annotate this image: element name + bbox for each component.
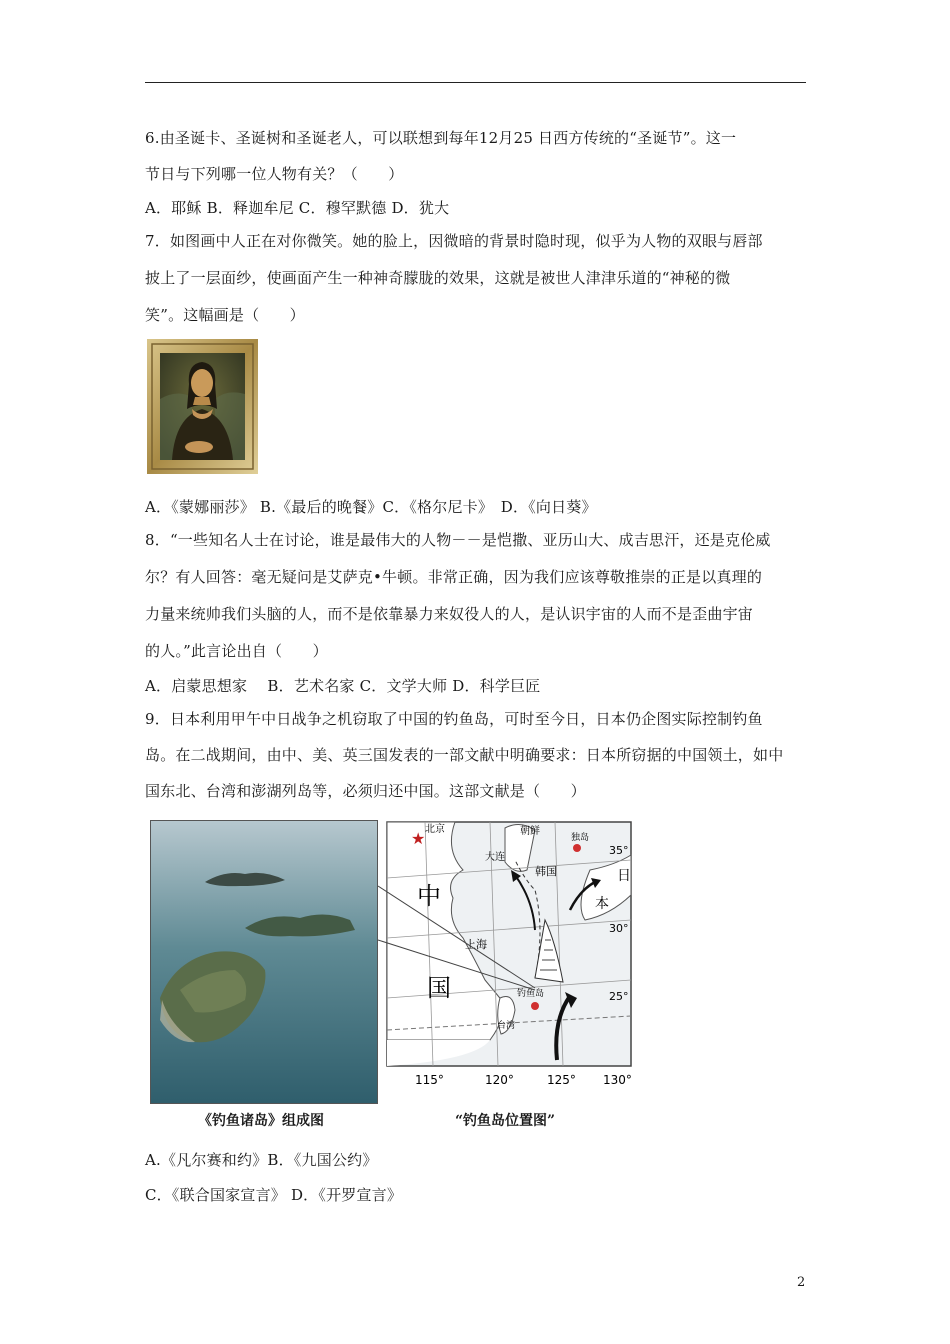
map-label-zhong: 中 — [417, 882, 441, 910]
q7-text-line2: 披上了一层面纱，使画面产生一种神奇朦胧的效果，这就是被世人津津乐道的“神秘的微 — [145, 269, 731, 287]
q9-text-line3: 国东北、台湾和澎湖列岛等，必须归还中国。这部文献是（ ） — [145, 782, 586, 800]
q6-options: A．耶稣 B．释迦牟尼 C．穆罕默德 D．犹大 — [145, 199, 450, 217]
map-label-guo: 国 — [427, 974, 451, 1002]
q7-options: A．《蒙娜丽莎》 B.《最后的晚餐》C．《格尔尼卡》 D．《向日葵》 — [145, 498, 597, 516]
map-label-shanghai: 上海 — [465, 938, 487, 951]
map-label-ben: 本 — [595, 896, 609, 912]
callout-connector — [370, 880, 540, 1000]
map-label-beijing: 北京 — [425, 824, 445, 835]
q8-options: A．启蒙思想家 B．艺术名家 C．文学大师 D．科学巨匠 — [145, 677, 541, 695]
q9-options-line1: A.《凡尔赛和约》B．《九国公约》 — [145, 1151, 378, 1169]
map-label-hanguo: 韩国 — [535, 865, 557, 878]
lon-label-115: 115° — [415, 1073, 444, 1087]
lon-label-120: 120° — [485, 1073, 514, 1087]
lat-label-25: 25° — [609, 990, 629, 1003]
lon-label-125: 125° — [547, 1073, 576, 1087]
map-label-dokdo: 独岛 — [571, 833, 590, 843]
q9-text-line2: 岛。在二战期间，由中、美、英三国发表的一部文献中明确要求：日本所窃据的中国领土，如中 — [145, 746, 784, 764]
lon-label-130: 130° — [603, 1073, 632, 1087]
q6-text-line1: 6.由圣诞卡、圣诞树和圣诞老人，可以联想到每年12月25 日西方传统的“圣诞节”。这一 — [145, 129, 737, 147]
map-label-chaoxian: 朝鲜 — [520, 826, 540, 837]
lat-label-30: 30° — [609, 922, 629, 935]
svg-text:★: ★ — [411, 829, 426, 848]
map-label-taiwan: 台湾 — [497, 1021, 516, 1031]
q9-options-line2: C．《联合国家宣言》 D．《开罗宣言》 — [145, 1186, 403, 1204]
diaoyu-islands-photo — [150, 820, 378, 1104]
map-label-dalian: 大连 — [485, 852, 505, 863]
q9-text-line1: 9．日本利用甲午中日战争之机窃取了中国的钓鱼岛，可时至今日，日本仍企图实际控制钓鱼 — [145, 710, 763, 728]
mona-lisa-painting — [147, 339, 258, 474]
q7-text-line3: 笑”。这幅画是（ ） — [145, 306, 305, 324]
q7-text-line1: 7．如图画中人正在对你微笑。她的脸上，因微暗的背景时隐时现，似乎为人物的双眼与唇部 — [145, 232, 763, 250]
q8-text-line1: 8．“一些知名人士在讨论，谁是最伟大的人物－－是恺撒、亚历山大、成吉思汗，还是克伦威 — [145, 531, 771, 549]
figure-caption-right: “钓鱼岛位置图” — [455, 1113, 556, 1129]
header-rule — [145, 82, 806, 83]
lat-label-35: 35° — [609, 844, 629, 857]
q8-text-line2: 尔？有人回答：毫无疑问是艾萨克•牛顿。非常正确，因为我们应该尊敬推崇的正是以真理的 — [145, 568, 763, 586]
figure-caption-left: 《钓鱼诸岛》组成图 — [198, 1113, 324, 1129]
page-number: 2 — [797, 1275, 806, 1290]
map-label-ri: 日 — [617, 868, 631, 884]
q8-text-line4: 的人。”此言论出自（ ） — [145, 642, 328, 660]
map-label-diaoyudao: 钓鱼岛 — [517, 989, 545, 999]
q6-text-line2: 节日与下列哪一位人物有关？（ ） — [145, 165, 404, 183]
q8-text-line3: 力量来统帅我们头脑的人，而不是依靠暴力来奴役人的人，是认识宇宙的人而不是歪曲宇宙 — [145, 605, 754, 623]
